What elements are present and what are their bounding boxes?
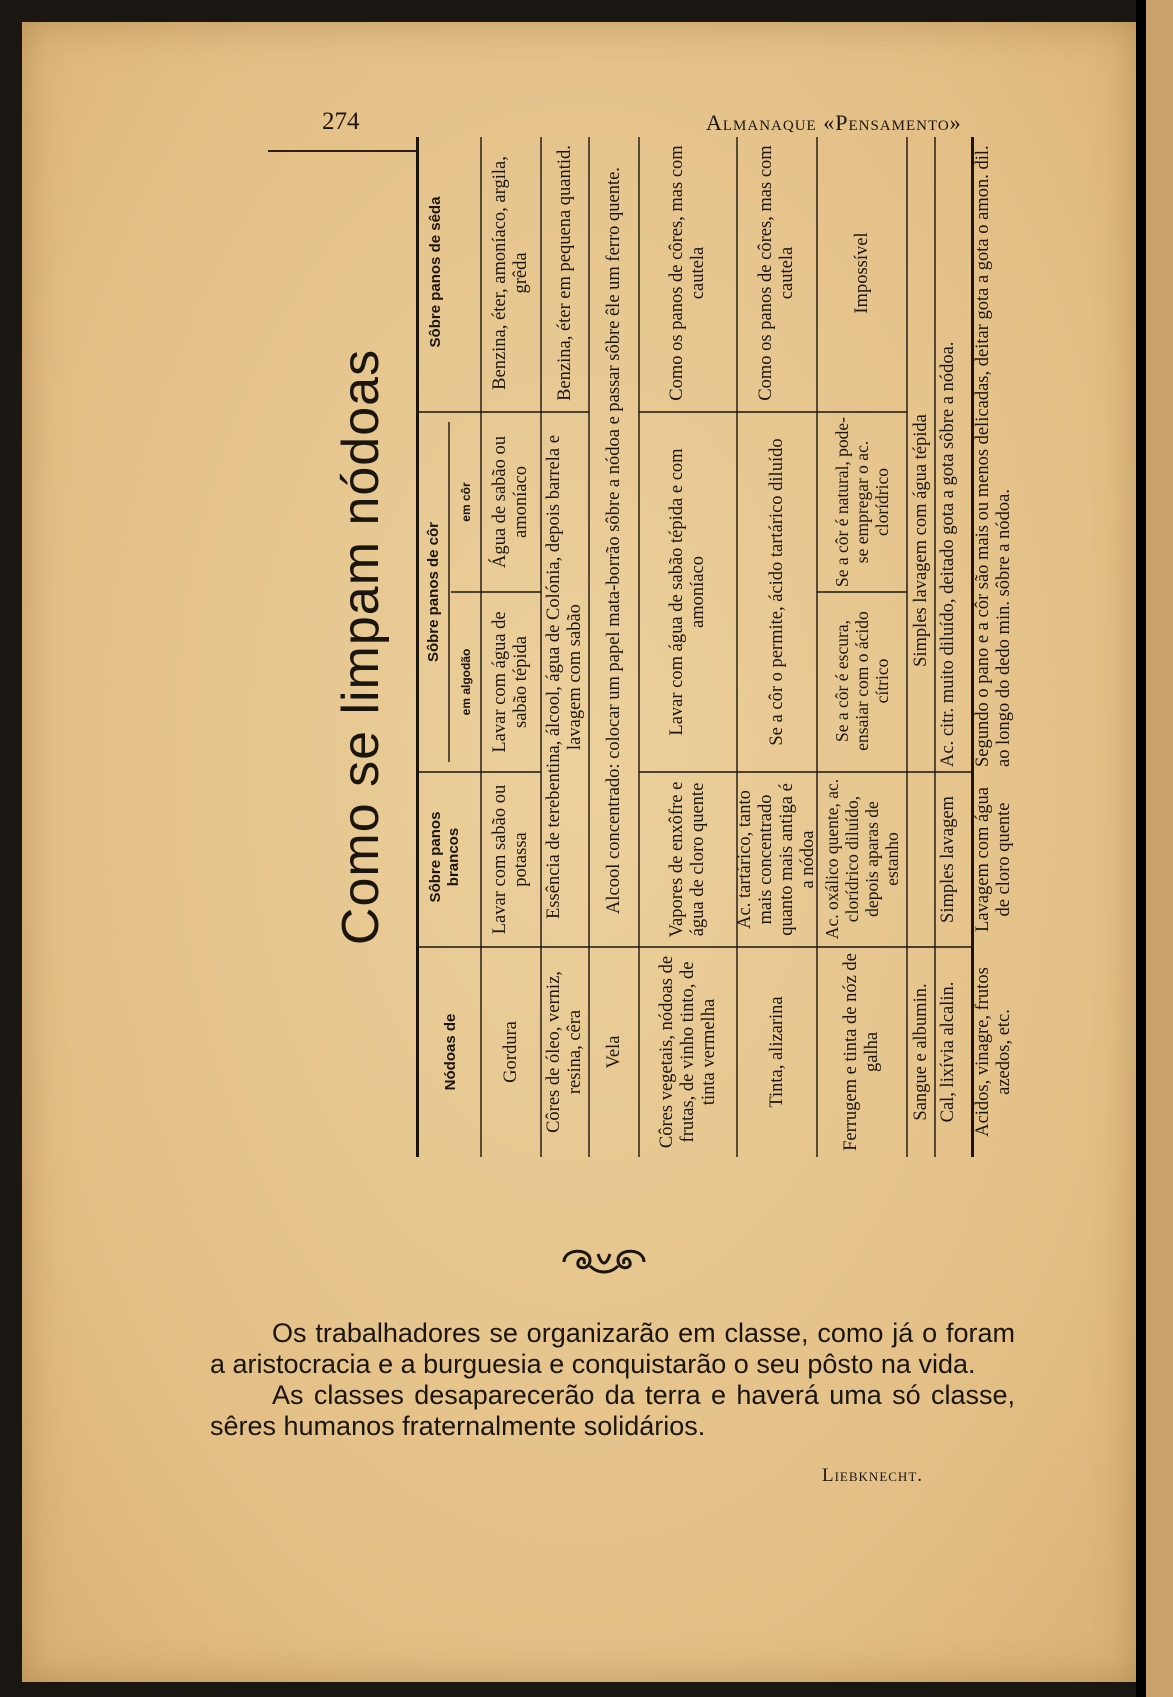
table-title: Como se limpam nódoas <box>332 348 390 946</box>
quote-author: Liebknecht. <box>822 1465 924 1486</box>
row-acidos-stain: Ácidos, vinagre, frutos azedos, etc. <box>973 967 1014 1137</box>
row-oleo-stain: Côres de óleo, verniz, resina, cêra <box>544 971 585 1133</box>
row-cal-rest: Ac. citr. muito diluído, deitado gota a gota sôbre a nódoa. <box>937 341 958 767</box>
row-vegetais-silk: Como os panos de côres, mas com cautela <box>667 145 708 401</box>
quote-block <box>210 1318 1015 1442</box>
row-vegetais-cotton-color: Lavar com água de sabão tépida e com amoníaco <box>667 448 708 736</box>
row-tinta-silk: Como os panos de côres, mas com cautela <box>756 145 797 401</box>
header-colored-color: em côr <box>459 482 473 522</box>
row-gordura-stain: Gordura <box>500 1021 521 1083</box>
row-ferrugem-silk: Impossível <box>851 232 872 314</box>
row-cal-white: Simples lavagem <box>937 796 958 923</box>
page-number: 274 <box>322 108 360 135</box>
header-white: Sôbre panos brancos <box>427 811 462 903</box>
header-stain: Nódoas de <box>442 1013 459 1091</box>
row-vegetais-stain: Côres vegetais, nódoas de frutas, de vinho tinto, de tinta vermelha <box>656 955 719 1149</box>
header-colored-cotton: em algodão <box>459 648 473 716</box>
header-silk: Sôbre panos de sêda <box>427 196 444 348</box>
row-gordura-white: Lavar com sabão ou potassa <box>490 784 531 935</box>
row-cal-stain: Cal, lixívia alcalin. <box>937 981 958 1123</box>
row-ferrugem-cotton: Se a côr é escura, ensaiar com o ácido cítrico <box>832 611 892 751</box>
quote-paragraph-1: Os trabalhadores se organizarão em classe, como já o foram a aristocracia e a burguesia e conquistarão o seu pôsto na vida. <box>210 1318 1015 1379</box>
page-edge <box>1136 0 1173 1697</box>
row-ferrugem-color: Se a côr é natural, pode-se empregar o ac. clorídrico <box>832 416 892 588</box>
row-tinta-cotton-color: Se a côr o permite, ácido tartárico diluído <box>766 438 787 746</box>
row-vela-stain: Vela <box>603 1035 624 1069</box>
ornament-divider <box>554 1240 654 1280</box>
header-colored: Sôbre panos de côr <box>425 521 442 663</box>
table-frame <box>416 137 974 1157</box>
row-gordura-cotton: Lavar com água de sabão tépida <box>490 611 531 753</box>
row-oleo-white-cotton-color: Essência de terebentina, álcool, água de Colónia, depois barrela e lavagem com sabão <box>544 435 585 919</box>
row-sangue-stain: Sangue e albumin. <box>910 983 931 1121</box>
row-tinta-stain: Tinta, alizarina <box>766 996 787 1108</box>
running-title: Almanaque «Pensamento» <box>706 110 962 135</box>
row-sangue-all: Simples lavagem com água tépida <box>910 414 931 667</box>
row-ferrugem-stain: Ferrugem e tinta de nóz de galha <box>841 953 882 1151</box>
row-ferrugem-white: Ac. oxálico quente, ac. clorídrico diluído, depois aparas de estanho <box>822 778 902 940</box>
row-acidos-rest: Segundo o pano e a côr são mais ou menos delicadas, deitar gota a gota o amon. dil. ao longo do dedo min. sôbre a nódoa. <box>973 145 1014 767</box>
stain-removal-table <box>316 127 976 1167</box>
row-vela-all: Alcool concentrado: colocar um papel mata-borrão sôbre a nódoa e passar sôbre êle um ferro quente. <box>603 167 624 914</box>
row-vegetais-white: Vapores de enxôfre e água de cloro quente <box>667 781 708 938</box>
row-gordura-color: Água de sabão ou amoníaco <box>490 435 531 569</box>
row-tinta-white: Ac. tartárico, tanto mais concentrado quanto mais antiga é a nódoa <box>735 783 818 936</box>
row-acidos-white: Lavagem com água de cloro quente <box>973 787 1014 932</box>
row-oleo-silk: Benzina, éter em pequena quantid. <box>554 145 575 401</box>
quote-paragraph-2: As classes desaparecerão da terra e haverá uma só classe, sêres humanos fraternalmente solidários. <box>210 1380 1015 1441</box>
row-gordura-silk: Benzina, éter, amoníaco, argila, grêda <box>490 156 531 390</box>
